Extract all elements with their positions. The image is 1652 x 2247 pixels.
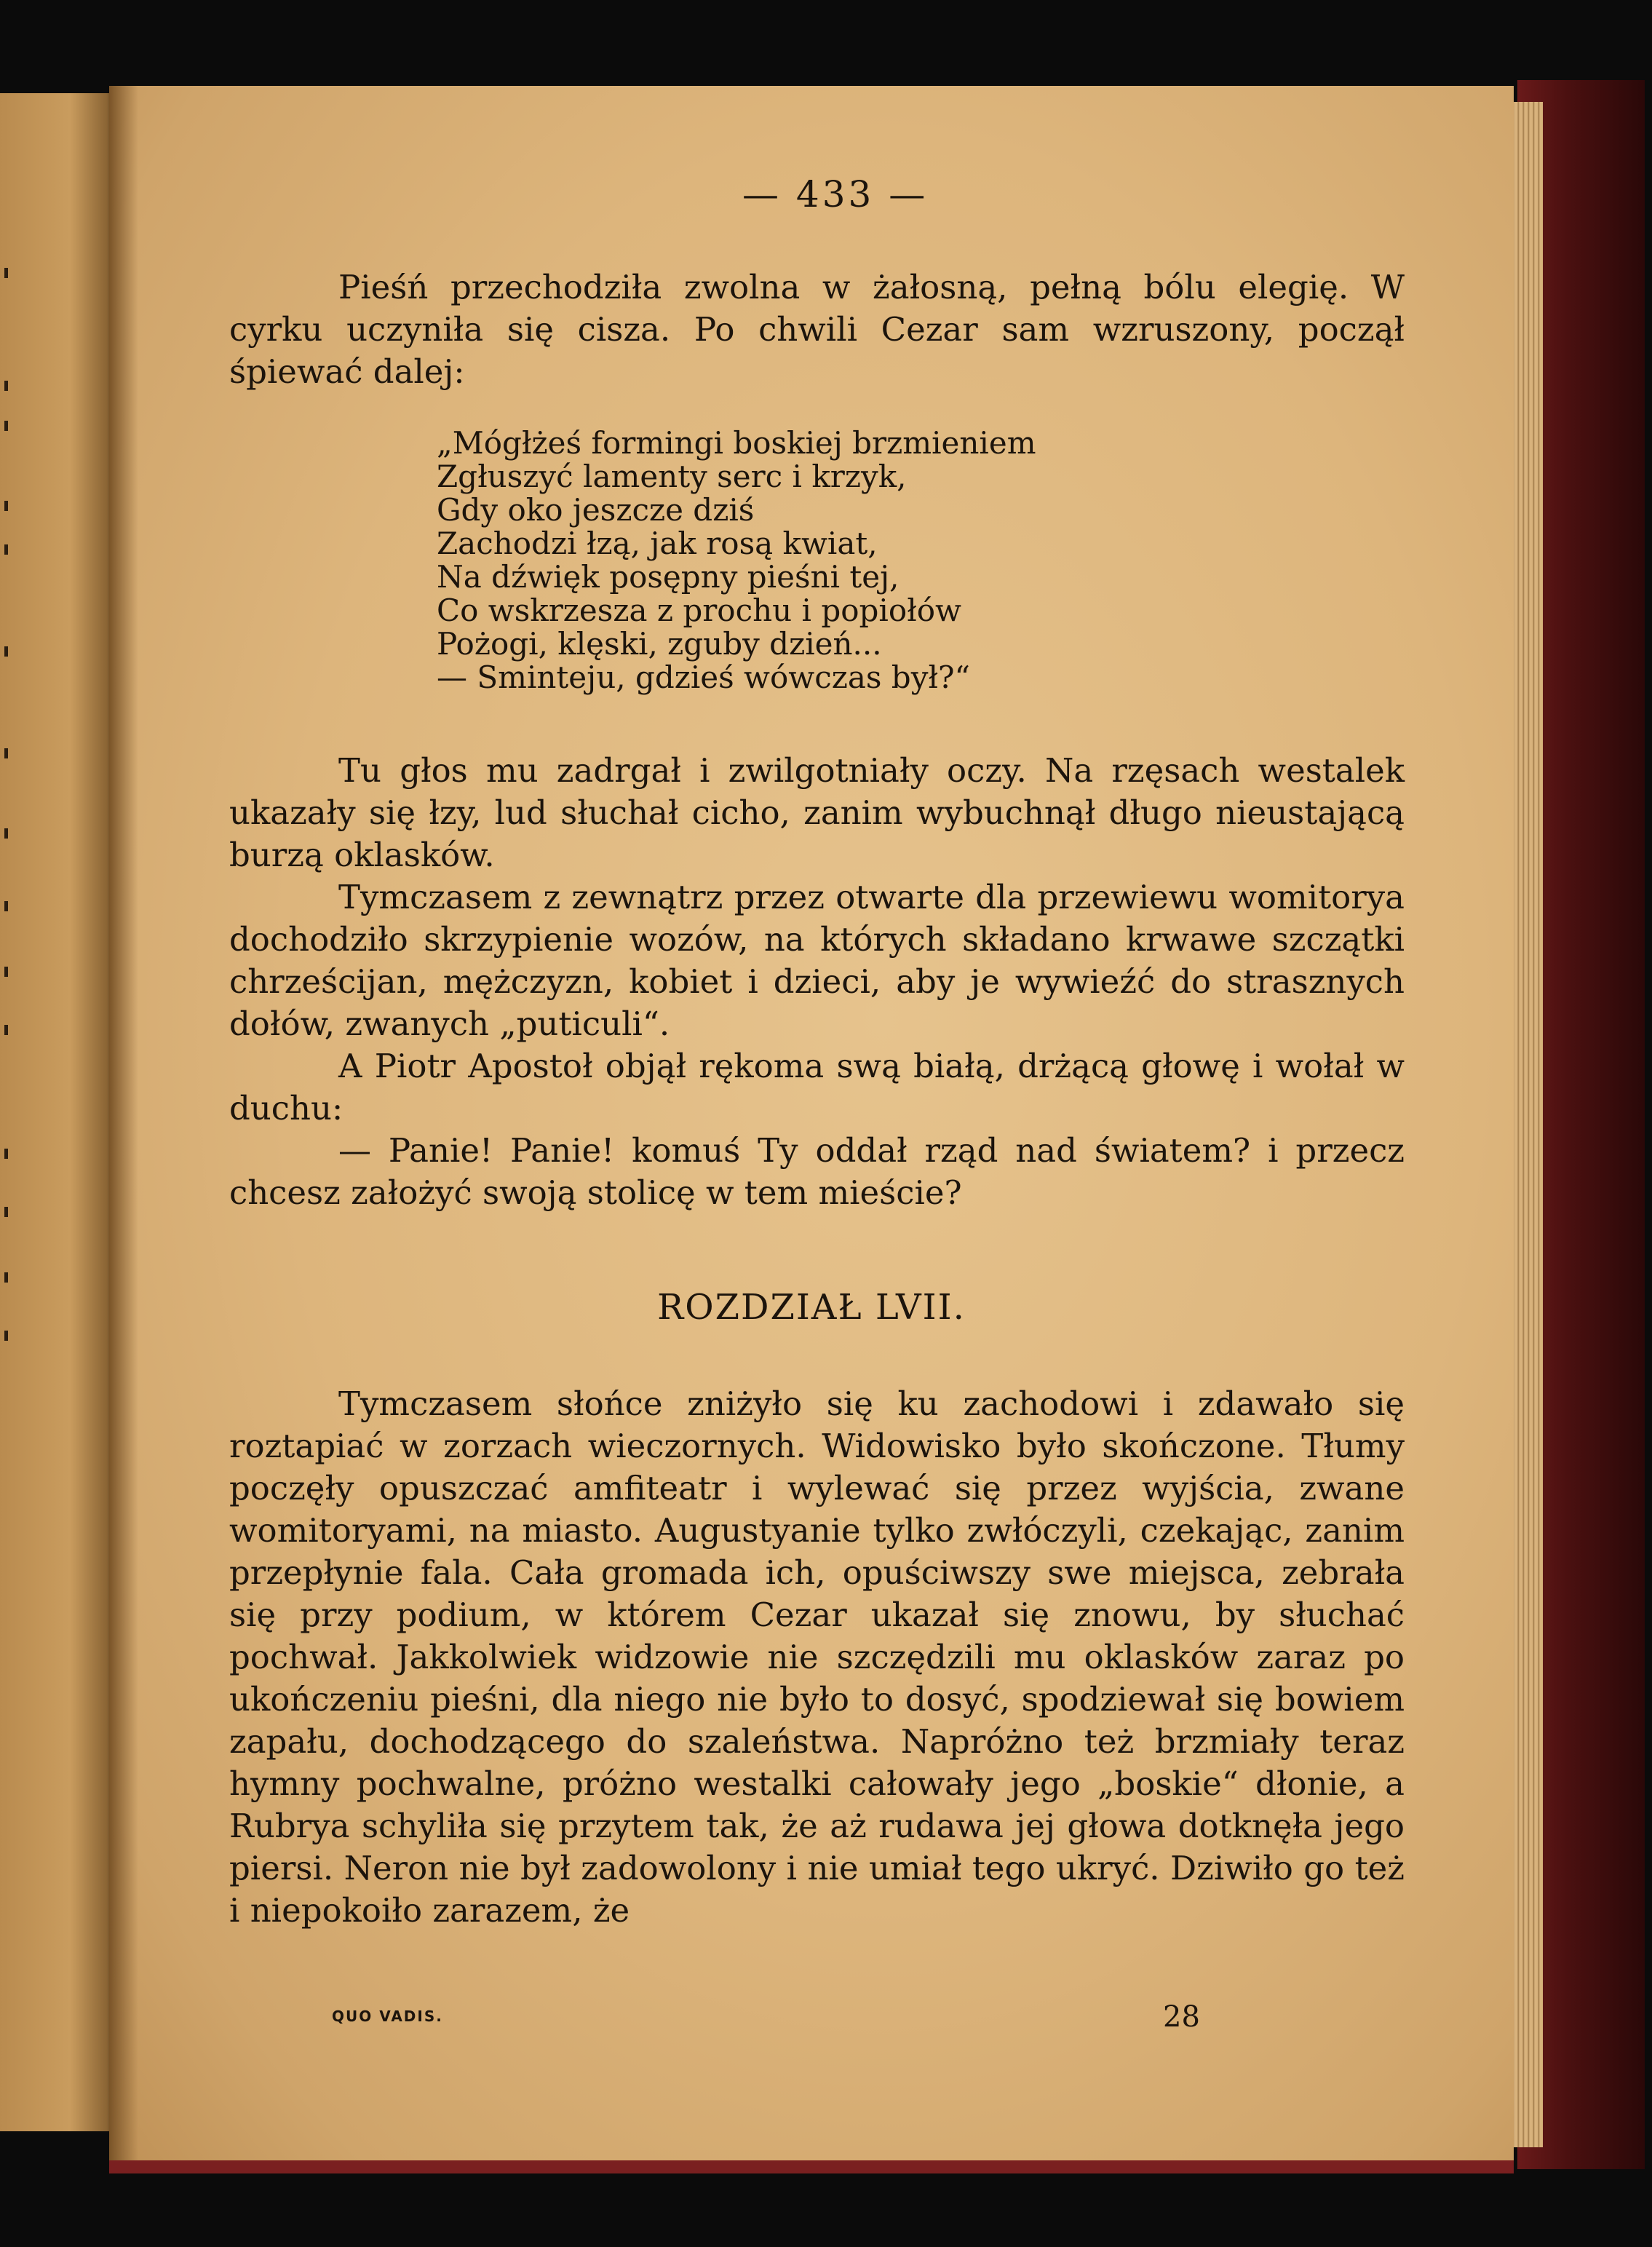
- paragraph: Pieśń przechodziła zwolna w żałosną, pełną bólu elegię. W cyrku uczyniła się cisza. Po chwili Cezar sam wzruszony, począł śpiewać dalej:: [229, 268, 1405, 391]
- poem-line: „Mógłżeś formingi boskiej brzmieniem: [437, 425, 1036, 461]
- chapter-body: [229, 1383, 1405, 1932]
- poem-line: Na dźwięk posępny pieśni tej,: [437, 559, 900, 595]
- paragraph: A Piotr Apostoł objął rękoma swą białą, drżącą głowę i wołał w duchu:: [229, 1047, 1405, 1128]
- page-number-header: — 433 —: [742, 173, 929, 215]
- poem-line: Co wskrzesza z prochu i popiołów: [437, 593, 961, 628]
- after-poem-text: [229, 750, 1405, 1214]
- paragraph: — Panie! Panie! komuś Ty oddał rząd nad światem? i przecz chcesz założyć swoją stolicę w tem mieście?: [229, 1131, 1405, 1212]
- signature-mark: QUO VADIS.: [332, 2008, 443, 2025]
- book-page: [109, 86, 1514, 2173]
- poem-line: Pożogi, klęski, zguby dzień...: [437, 626, 882, 662]
- intro-text: [229, 266, 1405, 393]
- paragraph: Tymczasem z zewnątrz przez otwarte dla przewiewu womitorya dochodziło skrzypienie wozów, na których składano krwawe szczątki chrześcijan, mężczyzn, kobiet i dzieci, aby je wywieźć do strasznych dołów, zwanych „puticuli“.: [229, 878, 1405, 1043]
- poem-line: Zgłuszyć lamenty serc i krzyk,: [437, 459, 907, 494]
- page-gutter-shadow: [109, 86, 138, 2160]
- paragraph: Tymczasem słońce zniżyło się ku zachodowi i zdawało się roztapiać w zorzach wieczornych. Widowisko było skończone. Tłumy poczęły opuszczać amfiteatr i wylewać się przez wyjścia, zwane womitoryami, na miasto. Augustyanie tylko zwłóczyli, czekając, zanim przepłynie fala. Cała gromada ich, opuściwszy swe miejsca, zebrała się przy podium, w którem Cezar ukazał się znowu, by słuchać pochwał. Jakkolwiek widzowie nie szczędzili mu oklasków zaraz po ukończeniu pieśni, dla niego nie było to dosyć, spodziewał się bowiem zapału, dochodzącego do szaleństwa. Napróżno też brzmiały teraz hymny pochwalne, próżno westalki całowały jego „boskie“ dłonie, a Rubrya schyliła się przytem tak, że aż rudawa jej głowa dotknęła jego piersi. Neron nie był zadowolony i nie umiał tego ukryć. Dziwiło go też i niepokoiło zarazem, że: [229, 1384, 1405, 1930]
- sheet-number: 28: [1163, 2000, 1200, 2034]
- paragraph: Tu głos mu zadrgał i zwilgotniały oczy. Na rzęsach westalek ukazały się łzy, lud słuchał cicho, zanim wybuchnął długo nieustającą burzą oklasków.: [229, 751, 1405, 874]
- chapter-title: ROZDZIAŁ LVII.: [657, 1287, 966, 1328]
- poem-line: — Sminteju, gdzieś wówczas był?“: [437, 659, 971, 695]
- poem-line: Zachodzi łzą, jak rosą kwiat,: [437, 526, 878, 561]
- left-page-edge: [0, 93, 116, 2131]
- poem-line: Gdy oko jeszcze dziś: [437, 492, 755, 528]
- poem-stanza: [437, 427, 1036, 694]
